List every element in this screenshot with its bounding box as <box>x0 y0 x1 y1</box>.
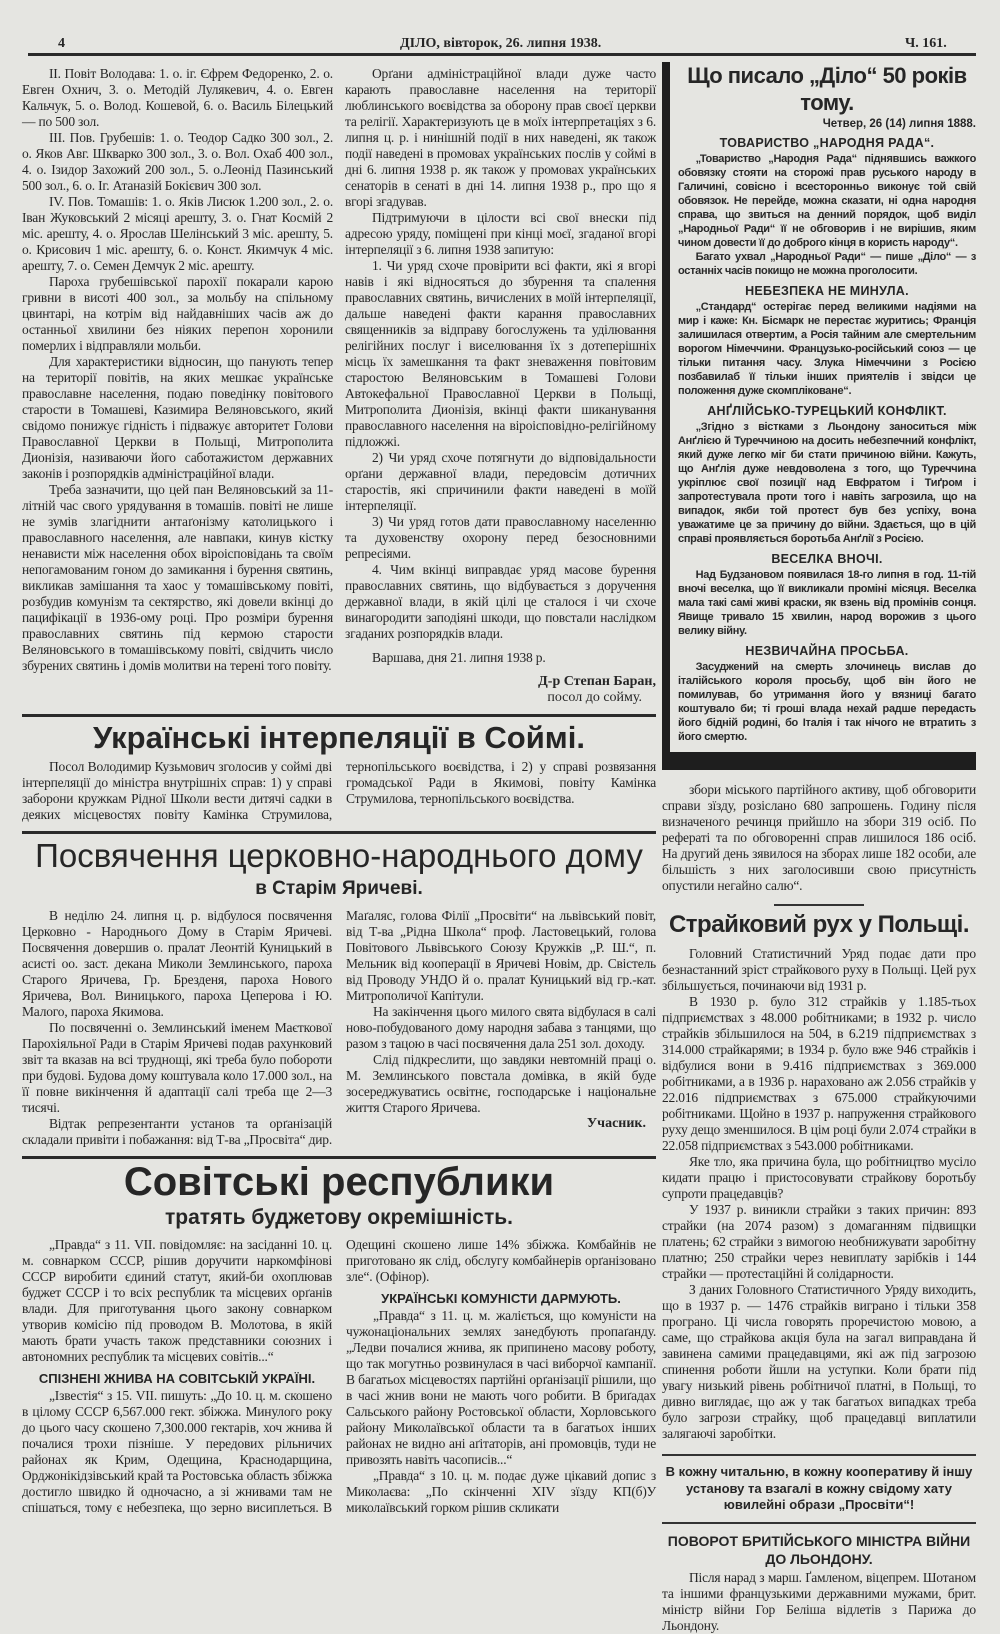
paragraph: У 1937 р. виникли страйки з таких причин: 893 страйки (на 2074 разом) з домаганням підвищки платень; 62 страйки з вимогою необнижувати заробітну платню; 250 страйки через невиплату зарібків і 144 страйки — протестаційні й солідарности. <box>662 1202 976 1281</box>
box-border-bottom <box>662 752 976 770</box>
right-block <box>662 62 976 1634</box>
paragraph: 4. Чим вкінці виправдає уряд масове бурення православних святинь, що відбувається з доручення державної влади, в якій цілі це сталося і чи схоче винагородити заподіяні шкоди, що повстали наслідком згаданих розпорядків влади. <box>345 562 656 641</box>
paragraph: III. Пов. Грубешів: 1. о. Теодор Садко 300 зол., 2. о. Яков Авг. Шкварко 300 зол., 3. о. Вол. Охаб 400 зол., 4. о. Ізидор Захожий 200 зол., 5. о.Леонід Пазинський 500 зол., 6. о. Іг. Атаназій Бокієвич 300 зол. <box>22 130 333 193</box>
box-section-heading: НЕЗВИЧАЙНА ПРОСЬБА. <box>745 644 909 658</box>
signature-title: посол до сойму. <box>547 690 642 705</box>
consecration-text <box>22 908 656 1148</box>
divider <box>662 1522 976 1524</box>
interpellation-text <box>345 66 656 642</box>
soviet-headline: Совітські республики <box>123 1160 555 1204</box>
minister-heading: ПОВОРОТ БРИТІЙСЬКОГО МІНІСТРА ВІЙНИ ДО ЛЬОНДОНУ. <box>667 1532 971 1567</box>
right-column <box>662 782 976 1634</box>
box-paragraph: Над Будзановом появилася 18-го липня в год. 11-тій вночі веселка, що її викликали проміні місяця. Веселка мала такі самі живі краски, як взень від промінів сонця. Явище тривало 15 хвилин, народ ворожив з цього велику війну. <box>678 569 976 637</box>
paragraph: На закінчення цього милого свята відбулася в салі ново-побудованого дому народня забава з танцями, що разом з тацою в часі посвячення дала 251 зол. доходу. <box>346 1004 656 1051</box>
box-paragraph: Засуджений на смерть злочинець вислав до італійського короля просьбу, щоб він його не помилував, бо утримання його у вязниці багато коштувало би; ті гроші влада нехай радше передасть його бідній родині, бо Італія і так нічого не втратить з його смертю. <box>678 661 976 743</box>
paragraph: По посвяченні о. Землинський іменем Маєткової Парохіяльної Ради в Старім Яричеві подав рахунковий звіт та вказав на всі труднощі, які треба було побороти при будові. Будова дому коштувала коло 17.000 зол., на її повне викінчення й адаптації салі треба ще 2—3 тисячі. <box>22 1020 332 1115</box>
masthead: ДІЛО, вівторок, 26. липня 1938. <box>400 36 602 51</box>
strike-text <box>662 946 976 1442</box>
interpellations-body <box>22 759 656 823</box>
consecration-headline: Посвячення церковно-народнього дому <box>35 837 643 874</box>
page-number: 4 <box>58 36 65 51</box>
box-paragraph: „Товариство „Народня Рада“ піднявшись важкого обовязку стояти на сторожі прав руського народу в Галичині, совісно і всесторонньо виконує той свій обовязок. Не перейде, можна сказати, ні одна народня справа, що звиться на денний порядок, щоб виділ „Народньої Ради“ її не обговорив і не вирішив, яким чином довести її до доброго кінця в користь народу“. <box>678 153 976 249</box>
box-section-heading: АНҐЛІЙСЬКО-ТУРЕЦЬКИЙ КОНФЛІКТ. <box>707 404 947 418</box>
paragraph: 3) Чи уряд готов дати православному населенню та духовенству охорону перед безосновними репресіями. <box>345 514 656 561</box>
paragraph: В неділю 24. липня ц. р. відбулося посвячення Церковно - Народнього Дому в Старім Яричеві. Посвячення довершив о. пралат Леонтій Куницький в асисті оо. заст. декана Миколи Землинського, пароха Старого Яричева, Гр. Брезденя, пароха Нового Яричева, Вол. Виницького, пароха Цеперова і Ю. Малого, пароха Якимова. <box>22 908 332 1019</box>
header-rule <box>28 53 976 56</box>
box-paragraph: Багато ухвал „Народньої Ради“ — пише „Діло“ — з останніх часів покищо не можна проголосити. <box>678 251 976 277</box>
issue-number: Ч. 161. <box>905 36 947 51</box>
box-paragraph: „Стандард“ остерігає перед великими надіями на мир і каже: Кн. Бісмарк не перестає журитись; Франція залишилася отвертим, а Росія тайним але смертельним ворогом Німеччини. Французько-російський союз — це тільки питання часу. Злука Німеччини з Росією позбавилаб її тільки інших приятелів і звідси це положення дуже скомпліковане“. <box>678 301 976 397</box>
paragraph: Після нарад з марш. Ґамленом, віцепрем. Шотаном та іншими французькими державними мужами, брит. міністр війни Гор Беліша відлетів з Парижа до Льондону. <box>662 1569 976 1633</box>
paragraph: В 1930 р. було 312 страйків у 1.185-тьох підприємствах з 48.000 робітниками; в 1932 р. число страйків збільшилося на 504, в 6.219 підприємствах з 314.000 страйкарями; в 1934 р. було вже 946 страйків і відбулися вони в 9.416 підприємствах з 369.000 робітниками, а в 1936 р. нараховано аж 2.056 страйків у 22.016 підприємствах з 675.000 страйкуючими робітниками. Щойно в 1937 р. напруження страйкового руху дещо зменшилося. В цім році були 2.074 страйки в 22.058 підприємствах з 543.000 робітниками. <box>662 994 976 1153</box>
paragraph: Підтримуючи в цілости всі свої внески під адресою уряду, поміщені при кінці моєї, згаданої вгорі інтерпеляції з 6. липня 1938 запитую: <box>345 210 656 257</box>
box-sections <box>678 136 976 744</box>
consecration-subheadline: в Старім Яричеві. <box>255 878 423 899</box>
left-block <box>22 66 656 1516</box>
box-title: Що писало „Діло“ 50 років тому. <box>687 63 967 115</box>
paragraph: Яке тло, яка причина була, що робітництво мусіло кидати працю і пристосовувати страйкову боротьбу супроти працедавців? <box>662 1154 976 1201</box>
soviet-subhead-communists: УКРАЇНСЬКІ КОМУНІСТИ ДАРМУЮТЬ. <box>381 1291 621 1306</box>
consecration-article <box>22 834 656 1148</box>
paragraph: II. Повіт Володава: 1. о. іг. Єфрем Федоренко, 2. о. Евген Охнич, 3. о. Методій Лулякевич, 4. о. Евген Кальчук, 5. о. Волод. Кошевой, 6. о. Василь Білецький — по 500 зол. <box>22 66 333 129</box>
soviet-body <box>22 1237 656 1516</box>
interpellations-article <box>22 717 656 823</box>
article-column-2 <box>345 66 656 706</box>
soviet-article <box>22 1159 656 1516</box>
paragraph: Головний Статистичний Уряд подає дати про безнастанний зріст страйкового руху в Польщі. Цей рух збільшується, починаючи від 1931 р. <box>662 946 976 993</box>
strike-headline: Страйковий рух у Польщі. <box>668 911 970 938</box>
interpellations-headline: Українські інтерпеляції в Соймі. <box>93 720 585 755</box>
consecration-signature: Учасник. <box>586 1116 646 1131</box>
paragraph: Для характеристики відносин, що панують тепер на території повітів, на яких мешкає українське православне населення, подаю поведінку повітового старости в Томашеві, Казимира Веляновського, який свідомо понижує гідність і підважує авторитет Голови Православної Церкви в Польщі, Митрополита Дионізія, називаючи його саботажистом державних законів і розпорядків адміністраційної влади. <box>22 354 333 481</box>
paragraph: Треба зазначити, що цей пан Веляновський за 11-літній час свого урядування в томашів. повіті не лише не зумів злагіднити антаґонізму католицького і православного населення, але навпаки, кинув кістку ненависти між населення обох віроісповідань та своїм непогамованим гоном до замикання і бурення святинь, викликав замішання та хаос у томашівському повіті, розбудив комунізм та сектярство, які довели вкінці до пацифікації в 1936-ому році. Про розміри бурення православних святинь під кермою старости Веляновського в томашівському повіті, свідчить число збурених святинь і домів молитви на терені того повіту. <box>22 482 333 673</box>
dateline: Варшава, дня 21. липня 1938 р. <box>372 650 546 665</box>
signature-name: Д-р Степан Баран, <box>538 674 656 689</box>
divider <box>662 1454 976 1456</box>
paragraph: IV. Пов. Томашів: 1. о. Яків Лисюк 1.200 зол., 2. о. Іван Жуковський 2 місяці арешту, 3. о. Гнат Космій 2 міс. арешту, 4. о. Ярослав Шелінський 3 міс. арешту, 5. о. Крисович 1 міс. арешту, 6. о. Конст. Якимчук 4 міс. арешту, 7. о. Семен Демчук 2 міс. арешту. <box>22 194 333 273</box>
box-section-heading: ВЕСЕЛКА ВНОЧІ. <box>771 552 883 566</box>
paragraph: „Ізвестія“ з 15. VII. пишуть: „До 10. ц. м. скошено в цілому СССР 6,567.000 гект. збіжжа. Минулого року до цього часу скошено 7,300.000 гектарів, хоч жнива й почалися трохи пізніше. У передових рільничих районах як Крим, Одещина, Краснодарщина, Орджонікідзівський край та Ростовська область збіжжа достигло швидко й одночасно, а зі жнивами там не спішаться, тому є небезпека, що зерно висиплеться. В Одещині скошено лише 14% збіжжа. Комбайнів не приготовано як слід, обслугу комбайнерів орґанізовано зле“. (Офінор). <box>22 1237 656 1515</box>
article-column-1 <box>22 66 333 706</box>
soviet-subhead-harvest: СПІЗНЕНІ ЖНИВА НА СОВІТСЬКІЙ УКРАЇНІ. <box>38 1371 316 1386</box>
box-date: Четвер, 26 (14) липня 1888. <box>822 118 976 130</box>
paragraph: З даних Головного Статистичного Уряду виходить, що в 1937 р. — 1476 страйків виграно і тільки 358 програно. Ці числа говорять проречистою мовою, а саме, що страйкова акція була на загал виправдана й завинена самими працедавцями, які аж під загрозою спинення роботи йшли на уступки. Коли брати під увагу низький рівень робітничої платні, в Польщі, то дивно виглядає, що аж у так багатьох випадках треба було загрози страйку, щоб працедавці виплатили залягаючі заробітки. <box>662 1282 976 1441</box>
paragraph: Посол Володимир Кузьмович зголосив у соймі дві інтерпеляції до міністра внутрішніх справ: 1) у справі заборони кружкам Рідної Школи вести дитячі садки в деяких місцевостях повіту Камінка Струмилова, тернопільського воєвідства, і 2) у справі розвязання громадської Ради в Якимові, повіту Камінка Струмилова, тернопільського воєвідства. <box>22 759 656 822</box>
soviet-communists-text <box>346 1308 656 1516</box>
continuation-text <box>662 782 976 894</box>
paragraph: збори міського партійного активу, щоб обговорити справи зїзду, розіслано 680 запрошень. Годину після визначеного речинця прийшло на збори 319 осіб. По рефераті та по обговоренні справ лишилося 186 осіб. На другий день зявилося на зборах лише 182 особи, але більшість з них заголосивши свою присутність опустили негайно салю“. <box>662 782 976 893</box>
paragraph: „Правда“ з 11. VII. повідомляє: на засіданні 10. ц. м. совнарком СССР, рішив доручити наркомфінові СССР виробити єдиний статут, який-би охоплював буджет СССР і то всіх республик та місцевих орґанів влади. Для приготування цього закону совнарком утворив комісію під проводом В. Молотова, в якій мають брати участь також представники союзних і автономних республик та місцевих совітів...“ <box>22 1237 332 1364</box>
divider-ornament <box>774 904 864 906</box>
paragraph: „Правда“ з 10. ц. м. подає дуже цікавий допис з Миколаєва: „По скінченні XIV зїзду КП(б)У миколаївський горком рішив скликати <box>346 1468 656 1515</box>
paragraph: 1. Чи уряд схоче провірити всі факти, які я вгорі навів і які відносяться до збурення та спалення православних святинь, вичислених в моїй інтерпеляції, дальше наведені факти карання православних священників за відправу богослужень та уділювання релігійних послуг і виселювання їх з дотеперішніх місць їх замешкання та факт зневаження повітовим старостою Веляновським в Томашеві Голови Автокефальної Православної Церкви в Польщі, Митрополита Дионізія, вкінці факти шиканування православного населення на віроісповідно-релігійному підложжі. <box>345 258 656 449</box>
box-section-heading: ТОВАРИСТВО „НАРОДНЯ РАДА“. <box>719 136 935 150</box>
paragraph: Пароха грубешівської парохії покарали карою гривни в висоті 400 зол., за мольбу на спільному цвинтарі, на котрім від найдавніших часів аж до останньої хвилини без ніяких перепон хоронили померлих і відправляли мольби. <box>22 274 333 353</box>
paragraph: Орґани адміністраційної влади дуже часто карають православне населення на території люблинського воєвідства за оборону прав своєї церкви та релігії. Характеризують це в моїх інтерпретаціях з 6. липня ц. р. і нинішній події в них наведені, як також події наведені в промовах українських послів у соймі в дні 6. липня 1938 р. як також у промовах українських сенаторів в сенаті в дні 14. липня 1938 р., про що я вгорі згадував. <box>345 66 656 209</box>
top-columns <box>22 66 656 706</box>
soviet-subheadline: тратять буджетову окремішність. <box>165 1206 513 1229</box>
box-paragraph: „Згідно з вістками з Льондону заноситься між Анґлією й Туреччиною на досить небезпечний конфлікт, який дуже легко міг би стати причиною війни. Кажуть, що Анґлія дуже невдоволена з того, що Туреччина укріплює свої позиції над Евфратом і Тиґром і запротестувала проти того і навіть загрозила, що на випадок, якби той протест був без успіху, вона уважатиме це за причину до війни. Здається, що в цій справі проявляється боротьба Анґлії з Росією. <box>678 421 976 545</box>
minister-text <box>662 1570 976 1634</box>
prosvita-notice: В кожну читальню, в кожну кооперативу й іншу установу та взагалі в кожну свідому хату ювилейні образи „Просвіти“! <box>665 1464 973 1512</box>
fifty-years-ago-box <box>662 62 976 770</box>
paragraph: Відтак репрезентанти установ та орґанізацій складали привіти і побажання: від Т-ва „Просвіта“ дир. Маґаляс, голова Філії „Просвіти“ на львівський повіт, від Т-ва „Рідна Школа“ проф. Ластовецький, голова Повітового Львівського Союзу Кружків „Р. Ш.“, п. Мельник від кооперації в Яричеві Новім, др. Свістель від Проводу УНДО й о. пралат Куницький від гр.-кат. Митрополичої Капітули. <box>22 908 656 1147</box>
consecration-body <box>22 908 656 1148</box>
paragraph: „Правда“ з 11. ц. м. жаліється, що комуністи на чужонаціональних землях занедбують пропаґанду. „Ледви почалися жнива, як припинено масову роботу, що так могутньо розвинулася в часі виборчої кампанії. В багатьох місцевостях партійні орґанізації рішили, що в часі жнив вони не мають чого робити. В бриґадах Сальського району Ростовської области, Хорловського району Миколаївської области та в багатьох інших районах не видно ані аґітаторів, ані промовців, туди не привозять навіть часописів...“ <box>346 1308 656 1467</box>
paragraph: 2) Чи уряд схоче потягнути до відповідальности орґани державної влади, передовсім дотичних старостів, які спричинили факти наведені в моїй інтерпеляції. <box>345 450 656 513</box>
paragraph: Слід підкреслити, що завдяки невтомній праці о. М. Землинського повстала домівка, в якій буде зосереджуватись освітнє, господарське і національне життя Старого Яричева. <box>346 1052 656 1115</box>
box-section-heading: НЕБЕЗПЕКА НЕ МИНУЛА. <box>745 284 909 298</box>
soviet-text <box>22 1237 332 1365</box>
